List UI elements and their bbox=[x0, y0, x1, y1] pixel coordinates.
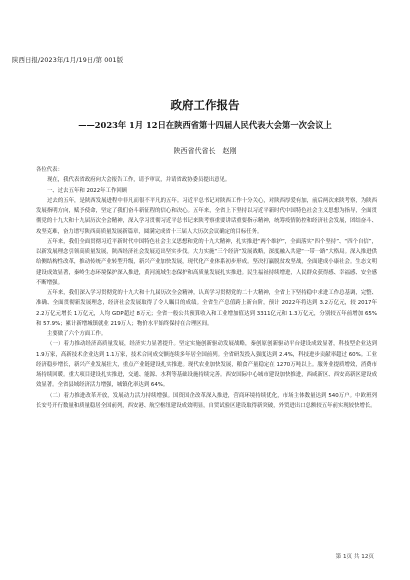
report-subtitle: ——2023年 1月 12日在陕西省第十四届人民代表大会第一次会议上 bbox=[78, 120, 332, 130]
paragraph: 主要做了六个方面工作。 bbox=[47, 331, 107, 337]
paragraph: （一）着力推动经济高质量发展，经济实力显著提升。坚定实施创新驱动发展战略，秦创原创新驱动平台建设成效显著，科技型企业达到 1.9万家，高新技术企业达到 1.1万家，技术合同成交额连续多年居全国前列。全省研发投入强度达到 2.4%，科技进步贡献率超过 60%。工业经济稳步增长，新兴产业发展壮大，重点产业链建设扎实推进。现代农业加快发展，粮食产量稳定在 1270万吨以上。服务业提质增效，消费市场持续回暖。重大项目建设扎实推进，交通、能源、水利等基础设施持续完善。西安国际中心城市建设加快推进，西咸新区、西安高新区建设成效显著。全省县域经济活力增强，城镇化率达到 64%。 bbox=[36, 341, 377, 389]
paragraph: 五年来，我们全面贯彻习近平新时代中国特色社会主义思想和党的十九大精神，扎实推进“两个维护”，全面落实“四个坚持”、“四个自信”，以新发展理念引领高质量发展，陕西经济社会发展迈出坚实步伐。大力实施“三个经济”发展战略，深度融入共建“一带一路”大格局。深入推进供给侧结构性改革，推动传统产业转型升级，新兴产业加快发展，现代化产业体系初步形成。坚决打赢脱贫攻坚战，全面建成小康社会。生态文明建设成效显著，秦岭生态环境保护深入推进，黄河流域生态保护和高质量发展扎实推进。民生福祉持续增进，人民群众获得感、幸福感、安全感不断增强。 bbox=[36, 238, 377, 286]
paragraph: 现在，我代表省政府向大会报告工作，请予审议，并请省政协委员提出意见。 bbox=[47, 177, 231, 184]
paragraph: 五年来，我们深入学习贯彻党的十九大和十九届历次全会精神，认真学习贯彻党的二十大精神，全省上下坚持稳中求进工作总基调，完整、准确、全面贯彻新发展理念，经济社会发展取得了令人瞩目的成绩。全省生产总值跨上新台阶，预计 2022年将达到 3.2万亿元，较 2017年 2.2万亿元增长 1万亿元，人均 GDP超过 8万元；全省一般公共预算收入和工业增加值达到 3311亿元和 1.3万亿元，分别较五年前增加 65%和 57.9%；累计新增城镇就业 219万人；物价水平始终保持在合理区间。 bbox=[36, 290, 377, 327]
paragraph: （二）着力推进改革开放，发展动力活力持续增强。国资国企改革深入推进，营商环境持续优化，市场主体数量达到 540万户。中欧班列长安号开行数量和质量稳居全国前列，西安港、航空枢纽建设成效明显，自贸试验区建设取得新突破，外贸进出口总额较五年前实现较快增长。 bbox=[36, 392, 377, 409]
report-body bbox=[36, 165, 377, 411]
report-title: 政府工作报告 bbox=[170, 98, 240, 112]
newspaper-header: 陕西日报/2023年/1月/19日/第 001版 bbox=[12, 56, 124, 64]
paragraph: 过去的五年，是陕西发展进程中非凡而很不平凡的五年。习近平总书记对陕西工作十分关心，对陕西厚爱有加，前后两次来陕考察，为陕西发展指明方向，赋予使命，坚定了我们奋斗新征程的信心和决心。五年来，全省上下坚持以习近平新时代中国特色社会主义思想为指导，全面贯彻党的十九大和十九届历次全会精神，深入学习贯彻习近平总书记来陕考察重要讲话重要指示精神，统筹疫情防控和经济社会发展，团结奋斗、攻坚克难，奋力谱写陕西高质量发展新篇章，圆满完成省十三届人大历次会议确定的目标任务。 bbox=[36, 197, 377, 235]
section-heading: 一、过去五年和 2022年工作回顾 bbox=[47, 187, 128, 194]
greeting: 各位代表： bbox=[36, 167, 63, 173]
report-author: 陕西省代省长 赵刚 bbox=[173, 147, 237, 155]
page-number: 第 1页 共 12页 bbox=[335, 554, 374, 560]
